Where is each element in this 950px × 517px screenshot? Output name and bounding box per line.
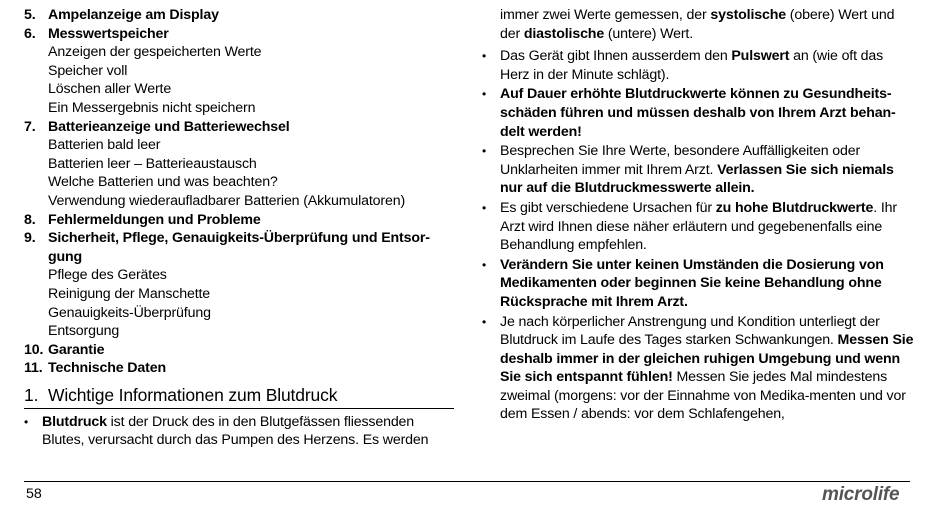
bullet-item <box>482 199 914 255</box>
toc-subitem: Entsorgung <box>48 323 120 340</box>
bullet-icon: • <box>482 87 487 102</box>
bullet-item <box>482 47 914 84</box>
bullet-text <box>42 413 454 450</box>
text-run: Es gibt verschiedene Ursachen für <box>500 199 716 216</box>
bullet-text <box>500 85 914 141</box>
toc-number: 6. <box>24 25 36 42</box>
toc-number: 10. <box>24 341 44 358</box>
bullet-text <box>500 47 914 84</box>
toc-subitem: Speicher voll <box>48 62 128 79</box>
toc-number: 7. <box>24 118 36 135</box>
continuation-paragraph <box>482 6 914 43</box>
toc-number: 11. <box>24 360 43 377</box>
bullet-text <box>500 256 914 312</box>
toc-item <box>24 118 454 211</box>
text-run: Je nach körperlicher Anstrengung und Kondition unterliegt der Blutdruck im Laufe des Tages starken Schwankungen. <box>500 313 880 349</box>
bullet-text <box>500 142 914 198</box>
text-run: (obere) Wert und der <box>500 7 895 42</box>
bullet-icon: • <box>482 200 487 215</box>
text-run: ist der Druck des in den Blutgefässen fliessenden Blutes, verursacht durch das Pumpen des Herzens. Es werden <box>42 413 429 449</box>
toc-body <box>48 211 454 230</box>
toc-title: Messwertspeicher <box>48 25 169 42</box>
toc-number: 9. <box>24 230 36 247</box>
left-column <box>24 0 454 451</box>
toc-title: Ampelanzeige am Display <box>48 7 219 23</box>
page-number: 58 <box>26 486 42 502</box>
toc-subitem: Reinigung der Manschette <box>48 285 211 302</box>
bold-text-run: Messen Sie deshalb immer in der gleichen ruhigen Umgebung und wenn Sie sich entspannt fühlen! <box>500 332 914 386</box>
bullet-icon: • <box>482 314 487 329</box>
toc-subitem: Löschen aller Werte <box>48 81 172 98</box>
bullet-icon: • <box>482 257 487 272</box>
toc-body <box>48 25 454 118</box>
section-heading <box>24 384 454 409</box>
toc-title: Technische Daten <box>48 360 166 377</box>
toc-subitem: Pflege des Gerätes <box>48 267 167 284</box>
bullet-icon: • <box>482 49 487 64</box>
toc-item <box>24 341 454 360</box>
bold-text-run: Auf Dauer erhöhte Blutdruckwerte können zu Gesundheits-schäden führen und müssen deshalb von Ihrem Arzt behan-delt werden! <box>500 86 896 140</box>
toc-subitem: Genauigkeits-Überprüfung <box>48 304 211 321</box>
toc-item <box>24 6 454 25</box>
toc-body <box>48 229 454 341</box>
footer-rule <box>24 481 910 482</box>
bold-text-run: Verändern Sie unter keinen Umständen die Dosierung von Medikamenten oder beginnen Sie keine Behandlung ohne Rücksprache mit Ihrem Arzt. <box>500 256 884 310</box>
bullet-icon: • <box>24 414 29 429</box>
toc-subitem: Batterien leer – Batterieaustausch <box>48 155 257 172</box>
bullet-icon: • <box>482 144 487 159</box>
text-run: Besprechen Sie Ihre Werte, besondere Auffälligkeiten oder Unklarheiten immer mit Ihrem Arzt. <box>500 143 861 178</box>
right-column <box>482 0 914 425</box>
toc-body <box>48 341 454 360</box>
toc-subitem: Batterien bald leer <box>48 137 161 154</box>
toc-subitem: Welche Batterien und was beachten? <box>48 174 278 191</box>
bullet-item <box>482 256 914 312</box>
bullet-item <box>24 413 454 450</box>
toc-item <box>24 229 454 341</box>
bullet-item <box>482 313 914 425</box>
toc-item <box>24 359 454 378</box>
text-run: (untere) Wert. <box>604 25 694 42</box>
right-bullet-list <box>482 47 914 424</box>
bold-text-run: diastolische <box>523 25 605 42</box>
bold-text-run: systolische <box>710 7 786 23</box>
toc-subitem: Ein Messergebnis nicht speichern <box>48 99 256 116</box>
text-run: an (wie oft das Herz in der Minute schlägt). <box>500 48 884 83</box>
bullet-text <box>500 199 914 255</box>
toc-body <box>48 6 454 25</box>
bold-text-run: Pulswert <box>731 48 790 65</box>
toc-title: Garantie <box>48 341 105 358</box>
bullet-item <box>482 85 914 141</box>
toc-number: 8. <box>24 211 36 228</box>
bold-text-run: Verlassen Sie sich niemals nur auf die Blutdruckmesswerte allein. <box>500 161 894 197</box>
text-run: . Ihr Arzt wird Ihnen diese näher erläutern und gegebenenfalls eine Behandlung empfehlen. <box>500 199 897 254</box>
table-of-contents <box>24 6 454 378</box>
section-title: Wichtige Informationen zum Blutdruck <box>48 384 338 405</box>
microlife-logo: microlife <box>822 484 900 505</box>
text-run: Das Gerät gibt Ihnen ausserdem den <box>500 48 732 65</box>
toc-number: 5. <box>24 7 36 23</box>
toc-body <box>48 359 454 378</box>
bold-text-run: Blutdruck <box>42 413 107 430</box>
bullet-text <box>500 313 914 425</box>
toc-title: Sicherheit, Pflege, Genauigkeits-Überprüfung und Entsor-gung <box>48 230 430 265</box>
toc-item <box>24 211 454 230</box>
section-number: 1. <box>24 384 39 405</box>
toc-title: Fehlermeldungen und Probleme <box>48 211 261 228</box>
left-bullet-list <box>24 413 454 450</box>
toc-subitem: Anzeigen der gespeicherten Werte <box>48 44 262 61</box>
bold-text-run: zu hohe Blutdruckwerte <box>715 199 874 216</box>
toc-title: Batterieanzeige und Batteriewechsel <box>48 118 290 135</box>
bullet-item <box>482 142 914 198</box>
text-run: immer zwei Werte gemessen, der <box>500 7 711 23</box>
toc-subitem: Verwendung wiederaufladbarer Batterien (Akkumulatoren) <box>48 192 406 209</box>
text-run: Messen Sie jedes Mal mindestens zweimal (morgens: vor der Einnahme von Medika-menten und vor dem Essen / abends: vor dem Schlafengehen, <box>500 369 906 423</box>
toc-item <box>24 25 454 118</box>
toc-body <box>48 118 454 211</box>
